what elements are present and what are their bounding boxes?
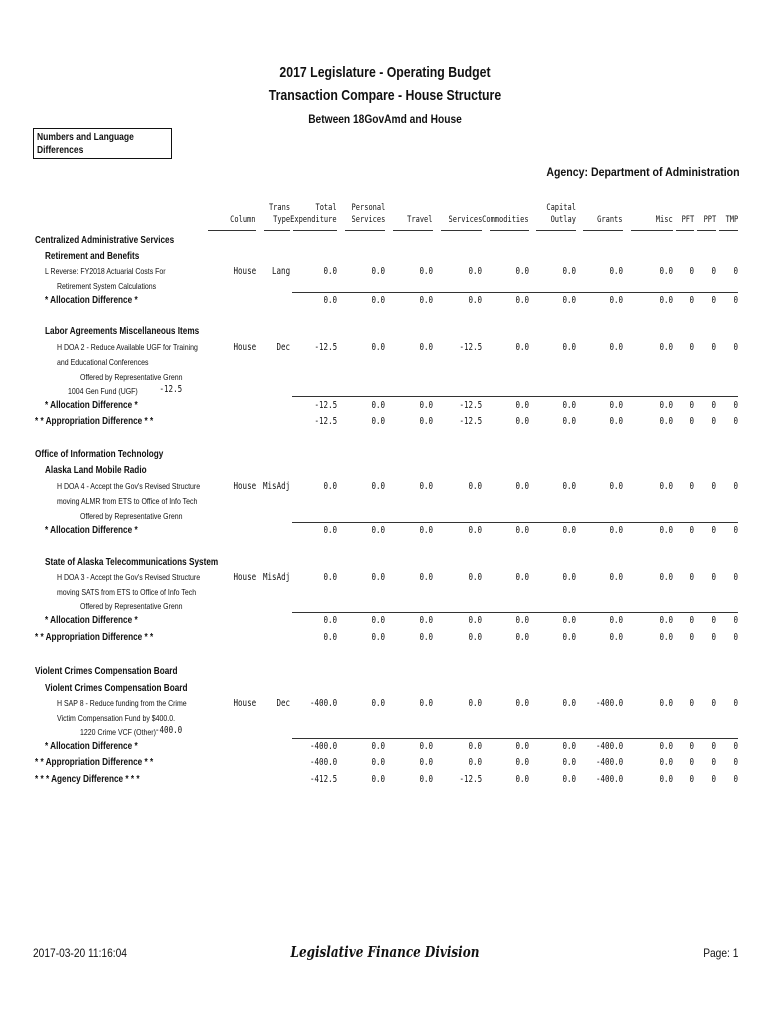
row-value: 0.0: [659, 525, 673, 536]
column-header: Misc: [656, 215, 673, 225]
row-value: 0.0: [562, 757, 576, 768]
row-value: 0.0: [659, 481, 673, 492]
column-header: Column: [230, 215, 256, 225]
row-value: 0: [689, 572, 694, 583]
row-value: 0: [733, 698, 738, 709]
row-value: 0.0: [468, 741, 482, 752]
row-value: 0.0: [371, 295, 385, 306]
row-value: 0.0: [659, 266, 673, 277]
row-value: 0.0: [515, 416, 529, 427]
row-trans-type: MisAdj: [262, 481, 290, 492]
row-value: 0.0: [515, 266, 529, 277]
column-header-underline: [345, 230, 385, 231]
row-column: House: [233, 572, 256, 583]
subtotal-rule: [292, 612, 738, 613]
row-label: Offered by Representative Grenn: [80, 372, 183, 382]
row-value: 0: [733, 342, 738, 353]
row-value: 0: [689, 481, 694, 492]
row-value: 0.0: [515, 741, 529, 752]
row-label: Offered by Representative Grenn: [80, 601, 183, 611]
row-value: 0.0: [659, 741, 673, 752]
row-value: 0: [733, 295, 738, 306]
row-value: 0.0: [659, 757, 673, 768]
row-value: 0.0: [659, 400, 673, 411]
row-value: 0.0: [659, 774, 673, 785]
row-value: 0.0: [515, 525, 529, 536]
row-value: 0.0: [515, 572, 529, 583]
row-value: 0.0: [419, 615, 433, 626]
row-value: 0: [711, 295, 716, 306]
row-value: 0.0: [609, 416, 623, 427]
column-header-underline: [264, 230, 290, 231]
row-label: H DOA 4 - Accept the Gov's Revised Structure: [57, 481, 201, 491]
row-label: * * Appropriation Difference * *: [35, 632, 154, 643]
row-value: 0: [711, 757, 716, 768]
row-value: 0: [689, 416, 694, 427]
column-header-underline: [583, 230, 623, 231]
row-value: 0.0: [659, 342, 673, 353]
report-date: 2017-03-20 11:16:04: [33, 946, 127, 960]
row-value: 0.0: [468, 698, 482, 709]
row-value: -400.0: [595, 741, 623, 752]
column-header: Trans Type: [268, 203, 290, 225]
row-value: 0.0: [515, 400, 529, 411]
row-value: 0.0: [419, 481, 433, 492]
row-value: 0.0: [515, 295, 529, 306]
row-value: -12.5: [314, 400, 337, 411]
row-value: 0.0: [659, 615, 673, 626]
row-value: -412.5: [309, 774, 337, 785]
column-header-underline: [490, 230, 529, 231]
row-value: 0: [711, 774, 716, 785]
row-label: L Reverse: FY2018 Actuarial Costs For: [45, 266, 166, 276]
row-value: 0: [689, 632, 694, 643]
row-value: 0.0: [562, 632, 576, 643]
row-label: 1004 Gen Fund (UGF): [68, 386, 138, 396]
row-value: 0.0: [371, 757, 385, 768]
column-header: Services: [448, 215, 482, 225]
row-value: 0.0: [659, 698, 673, 709]
row-value: 0.0: [419, 295, 433, 306]
row-label: Labor Agreements Miscellaneous Items: [45, 326, 200, 337]
row-column: House: [233, 266, 256, 277]
row-value: -12.5: [314, 342, 337, 353]
column-header: Commodities: [482, 215, 529, 225]
row-value: 0.0: [371, 481, 385, 492]
column-header: Personal Services: [351, 203, 385, 225]
row-value: 0.0: [371, 266, 385, 277]
page-number: Page: 1: [702, 946, 738, 960]
row-value: 0.0: [371, 400, 385, 411]
subtotal-rule: [292, 292, 738, 293]
row-value: 0: [689, 342, 694, 353]
row-value: 0.0: [468, 525, 482, 536]
row-value: 0.0: [323, 615, 337, 626]
report-title-2: Transaction Compare - House Structure: [268, 87, 502, 104]
row-value: 0.0: [562, 416, 576, 427]
row-value: 0.0: [609, 342, 623, 353]
row-label: and Educational Conferences: [57, 357, 149, 367]
row-label: H SAP 8 - Reduce funding from the Crime: [57, 698, 187, 708]
report-subtitle: Between 18GovAmd and House: [308, 112, 462, 126]
row-value: 0.0: [659, 572, 673, 583]
row-value: -12.5: [459, 342, 482, 353]
row-value: 0.0: [562, 400, 576, 411]
row-value: 0: [733, 416, 738, 427]
row-value: 0.0: [468, 632, 482, 643]
row-value: 0.0: [323, 295, 337, 306]
row-label: Victim Compensation Fund by $400.0.: [57, 713, 176, 723]
row-value: 0: [711, 741, 716, 752]
row-value: 0.0: [515, 698, 529, 709]
row-value: 0.0: [419, 572, 433, 583]
row-value: 0.0: [371, 698, 385, 709]
row-label: moving SATS from ETS to Office of Info Tech: [57, 587, 197, 597]
row-label: Centralized Administrative Services: [35, 235, 175, 246]
subtotal-rule: [292, 522, 738, 523]
report-title: 2017 Legislature - Operating Budget: [279, 64, 491, 81]
row-value: 0.0: [562, 481, 576, 492]
column-header-underline: [719, 230, 738, 231]
column-header-underline: [631, 230, 673, 231]
row-column: House: [233, 698, 256, 709]
row-label: 1220 Crime VCF (Other): [80, 727, 156, 737]
row-value: 0.0: [323, 572, 337, 583]
row-value: 0: [733, 266, 738, 277]
row-value: 0: [689, 757, 694, 768]
row-value: 0.0: [659, 295, 673, 306]
row-value: 0.0: [562, 266, 576, 277]
row-value: -400.0: [309, 698, 337, 709]
row-value: 0.0: [419, 632, 433, 643]
row-value: 0.0: [609, 572, 623, 583]
row-value: 0.0: [609, 295, 623, 306]
row-label: Violent Crimes Compensation Board: [45, 683, 188, 694]
subtotal-rule: [292, 738, 738, 739]
row-value: 0: [711, 400, 716, 411]
row-value: -12.5: [459, 416, 482, 427]
row-value: -400.0: [595, 774, 623, 785]
row-value: 0: [711, 525, 716, 536]
row-value: 0: [689, 266, 694, 277]
row-value: 0.0: [371, 572, 385, 583]
row-label: * Allocation Difference *: [45, 400, 138, 411]
row-trans-type: MisAdj: [262, 572, 290, 583]
row-column: House: [233, 481, 256, 492]
row-value: -400.0: [309, 741, 337, 752]
row-label: moving ALMR from ETS to Office of Info Tech: [57, 496, 198, 506]
row-label: H DOA 2 - Reduce Available UGF for Training: [57, 342, 198, 352]
row-trans-type: Lang: [271, 266, 290, 277]
row-value: 0.0: [419, 266, 433, 277]
row-value: 0.0: [562, 698, 576, 709]
row-value: 0.0: [468, 615, 482, 626]
row-value: 0.0: [419, 757, 433, 768]
row-label: * Allocation Difference *: [45, 295, 138, 306]
column-header-underline: [393, 230, 433, 231]
row-value: 0.0: [323, 632, 337, 643]
row-value: 0.0: [515, 481, 529, 492]
subtotal-rule: [292, 396, 738, 397]
row-value: 0.0: [562, 295, 576, 306]
row-value: 0.0: [419, 774, 433, 785]
row-value: 0.0: [371, 632, 385, 643]
row-value: 0.0: [419, 416, 433, 427]
row-value: 0: [733, 525, 738, 536]
row-label: State of Alaska Telecommunications System: [45, 557, 219, 568]
row-value: 0.0: [371, 342, 385, 353]
row-label: * * * Agency Difference * * *: [35, 774, 140, 785]
row-value: 0: [733, 774, 738, 785]
row-value: 0: [689, 525, 694, 536]
row-label: * Allocation Difference *: [45, 615, 138, 626]
row-label: Retirement and Benefits: [45, 251, 140, 262]
row-value: 0: [711, 266, 716, 277]
row-value: 0.0: [515, 774, 529, 785]
fund-amount: -400.0: [154, 725, 182, 736]
row-value: 0.0: [609, 632, 623, 643]
row-label: Offered by Representative Grenn: [80, 511, 183, 521]
row-value: 0: [711, 632, 716, 643]
row-value: 0.0: [419, 400, 433, 411]
row-label: Retirement System Calculations: [57, 281, 157, 291]
row-trans-type: Dec: [276, 698, 290, 709]
row-value: 0.0: [562, 342, 576, 353]
row-value: 0.0: [419, 342, 433, 353]
row-value: 0.0: [419, 741, 433, 752]
row-value: 0: [711, 481, 716, 492]
row-value: 0.0: [371, 615, 385, 626]
box-line-2: Differences: [37, 145, 84, 156]
row-value: 0: [689, 698, 694, 709]
row-label: H DOA 3 - Accept the Gov's Revised Structure: [57, 572, 201, 582]
column-header: TMP: [725, 215, 738, 225]
division-signature: Legislative Finance Division: [290, 943, 480, 961]
row-value: 0: [733, 757, 738, 768]
row-value: 0.0: [371, 416, 385, 427]
row-value: 0.0: [562, 525, 576, 536]
row-value: 0: [711, 342, 716, 353]
row-value: 0: [689, 774, 694, 785]
row-value: 0.0: [371, 741, 385, 752]
row-value: 0: [689, 400, 694, 411]
row-value: 0: [711, 615, 716, 626]
row-column: House: [233, 342, 256, 353]
row-value: -400.0: [595, 698, 623, 709]
row-value: 0.0: [515, 757, 529, 768]
row-value: 0.0: [659, 416, 673, 427]
row-value: 0.0: [419, 698, 433, 709]
row-label: Alaska Land Mobile Radio: [45, 465, 147, 476]
agency-title: Agency: Department of Administration: [546, 165, 740, 179]
row-value: 0.0: [609, 615, 623, 626]
row-value: 0.0: [659, 632, 673, 643]
row-value: 0.0: [323, 266, 337, 277]
row-label: * * Appropriation Difference * *: [35, 757, 154, 768]
column-header: PPT: [703, 215, 716, 225]
row-value: 0.0: [468, 481, 482, 492]
row-value: 0: [733, 615, 738, 626]
fund-amount: -12.5: [159, 384, 182, 395]
row-value: 0.0: [419, 525, 433, 536]
row-value: 0.0: [562, 741, 576, 752]
column-header-underline: [676, 230, 694, 231]
row-value: 0.0: [562, 774, 576, 785]
row-value: 0.0: [562, 572, 576, 583]
row-value: 0: [711, 416, 716, 427]
column-header-underline: [536, 230, 576, 231]
row-label: * Allocation Difference *: [45, 741, 138, 752]
row-value: 0: [733, 481, 738, 492]
differences-box: [33, 128, 172, 159]
row-value: 0.0: [515, 632, 529, 643]
row-value: 0.0: [515, 615, 529, 626]
column-header: Total Expenditure: [290, 203, 337, 225]
column-header-underline: [293, 230, 337, 231]
row-label: Violent Crimes Compensation Board: [35, 666, 178, 677]
row-label: Office of Information Technology: [35, 449, 164, 460]
row-value: -400.0: [309, 757, 337, 768]
row-value: 0.0: [515, 342, 529, 353]
column-header: Travel: [407, 215, 433, 225]
row-value: 0: [733, 741, 738, 752]
row-value: 0.0: [371, 774, 385, 785]
row-trans-type: Dec: [276, 342, 290, 353]
row-value: -12.5: [459, 774, 482, 785]
row-label: * * Appropriation Difference * *: [35, 416, 154, 427]
row-value: 0.0: [468, 572, 482, 583]
row-value: 0: [733, 572, 738, 583]
row-value: 0: [689, 741, 694, 752]
row-value: -400.0: [595, 757, 623, 768]
row-value: 0.0: [323, 525, 337, 536]
row-value: 0.0: [323, 481, 337, 492]
row-value: 0.0: [609, 481, 623, 492]
row-value: 0.0: [609, 525, 623, 536]
row-value: 0.0: [468, 757, 482, 768]
row-value: 0: [733, 632, 738, 643]
row-value: 0.0: [562, 615, 576, 626]
row-value: 0.0: [468, 295, 482, 306]
row-value: 0.0: [371, 525, 385, 536]
column-header: Grants: [597, 215, 623, 225]
column-header-underline: [208, 230, 256, 231]
column-header: PFT: [681, 215, 694, 225]
row-value: 0: [733, 400, 738, 411]
row-value: 0.0: [609, 266, 623, 277]
column-header-underline: [441, 230, 482, 231]
row-value: 0: [689, 615, 694, 626]
row-value: 0: [711, 698, 716, 709]
box-line-1: Numbers and Language: [37, 132, 134, 143]
column-header-underline: [697, 230, 716, 231]
row-label: * Allocation Difference *: [45, 525, 138, 536]
row-value: 0.0: [609, 400, 623, 411]
row-value: 0: [689, 295, 694, 306]
row-value: -12.5: [459, 400, 482, 411]
row-value: -12.5: [314, 416, 337, 427]
column-header: Capital Outlay: [546, 203, 576, 225]
row-value: 0: [711, 572, 716, 583]
row-value: 0.0: [468, 266, 482, 277]
